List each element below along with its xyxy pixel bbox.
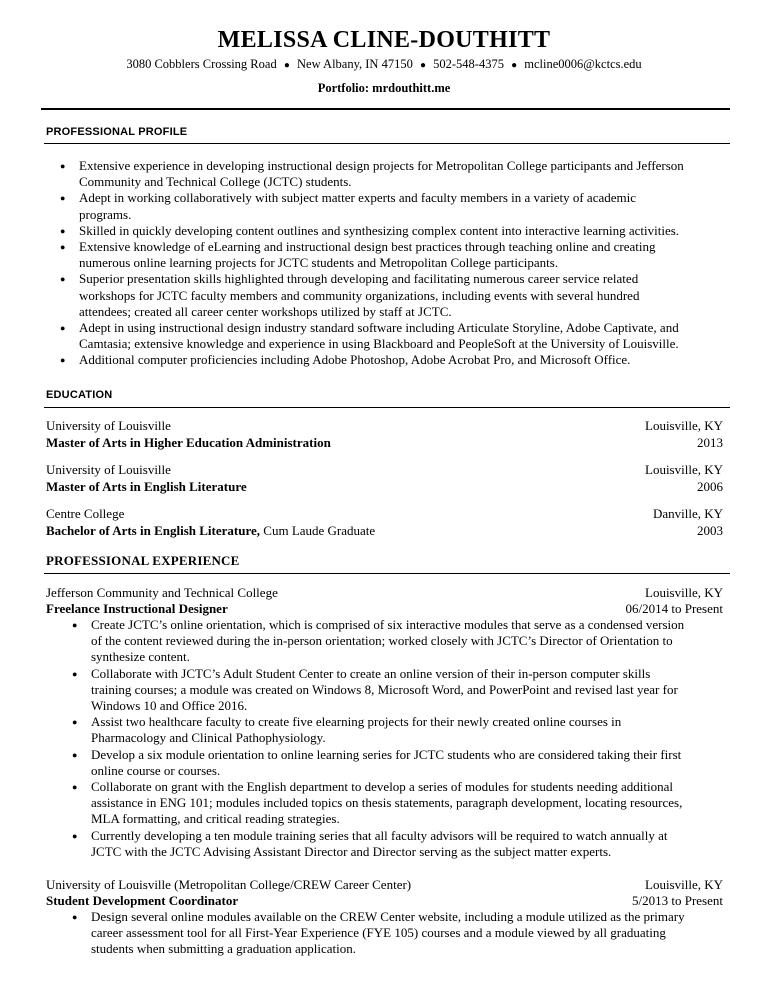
bullet-line: Assist two healthcare faculty to create five elearning projects for their newly created online courses in (91, 714, 622, 730)
job-title: Freelance Instructional Designer (46, 601, 228, 616)
school-location: Danville, KY (652, 506, 723, 521)
education-entry-1-line2 (46, 434, 723, 451)
job-location: Louisville, KY (645, 585, 723, 600)
bullet-line: workshops for JCTC faculty members and community organizations, including events with several hundred (79, 287, 640, 303)
job-2-line1 (46, 876, 723, 893)
bullet-line: Design several online modules available on the CREW Center website, including a module utilized as the primary (91, 909, 685, 924)
degree-year: 2013 (697, 435, 723, 450)
job-2-duties (72, 909, 729, 958)
bullet-item (72, 779, 729, 828)
city: New Albany, IN 47150 (297, 57, 413, 71)
school-location: Louisville, KY (645, 418, 723, 433)
bullet-line: Extensive knowledge of eLearning and instructional design best practices through teaching online and creating (79, 239, 656, 255)
bullet-dot-icon: ● (60, 161, 66, 171)
school-name: University of Louisville (46, 462, 171, 477)
bullet-line: Skilled in quickly developing content outlines and synthesizing complex content into interactive learning activities. (79, 222, 680, 238)
degree-title: Master of Arts in Higher Education Administration (46, 435, 331, 450)
education-entry-2-line1 (46, 461, 723, 478)
bullet-line: Extensive experience in developing instructional design projects for Metropolitan College participants and Jefferson (79, 158, 684, 173)
bullet-dot-icon: ● (72, 912, 78, 922)
job-dates: 5/2013 to Present (632, 893, 723, 908)
header-divider (41, 108, 730, 110)
bullet-dot-icon: ● (72, 830, 78, 841)
job-location: Louisville, KY (645, 877, 723, 892)
job-1-line1 (46, 584, 723, 601)
education-entry-3-line1 (46, 505, 723, 522)
bullet-item (60, 158, 729, 190)
bullet-line: numerous online learning projects for JCTC students and Metropolitan College participants. (79, 255, 559, 271)
separator-dot: ● (283, 60, 290, 71)
bullet-item (72, 827, 729, 860)
degree-title: Bachelor of Arts in English Literature, (46, 523, 261, 538)
bullet-line: Community and Technical College (JCTC) students. (79, 174, 352, 190)
bullet-line: Camtasia; extensive knowledge and experience in using Blackboard and PeopleSoft at the University of Louisville. (79, 336, 679, 352)
bullet-line: JCTC with the JCTC Advising Assistant Director and Director serving as the subject matter experts. (91, 843, 612, 859)
address: 3080 Cobblers Crossing Road (126, 57, 277, 71)
experience-divider (44, 573, 730, 574)
profile-list (60, 158, 729, 369)
bullet-dot-icon: ● (60, 242, 66, 253)
bullet-item (72, 909, 729, 958)
education-heading: EDUCATION (46, 389, 113, 401)
bullet-line: programs. (79, 206, 132, 222)
email[interactable]: mcline0006@kctcs.edu (524, 57, 642, 71)
degree-year: 2003 (697, 523, 723, 538)
job-1-duties (72, 617, 729, 860)
bullet-item (60, 271, 729, 320)
bullet-dot-icon: ● (72, 782, 78, 793)
bullet-line: Additional computer proficiencies including Adobe Photoshop, Adobe Acrobat Pro, and Microsoft Office. (79, 352, 631, 368)
school-name: University of Louisville (46, 418, 171, 433)
bullet-item (72, 617, 729, 666)
bullet-line: Adept in working collaboratively with subject matter experts and faculty members in a variety of academic (79, 190, 637, 206)
degree (46, 434, 331, 451)
education-divider (44, 407, 730, 408)
profile-divider (44, 143, 730, 144)
bullet-dot-icon: ● (72, 668, 78, 679)
bullet-dot-icon: ● (60, 274, 66, 285)
bullet-item (60, 222, 729, 239)
degree-title: Master of Arts in English Literature (46, 479, 247, 494)
bullet-line: students when submitting a graduation application. (91, 941, 357, 957)
job-title: Student Development Coordinator (46, 893, 239, 908)
job-2-line2 (46, 892, 723, 909)
bullet-line: Currently developing a ten module training series that all faculty advisors will be required to watch annually at (91, 827, 668, 843)
job-dates: 06/2014 to Present (625, 601, 723, 616)
bullet-dot-icon: ● (60, 225, 66, 236)
bullet-line: Develop a six module orientation to online learning series for JCTC students who are considered taking their first (91, 746, 682, 762)
education-entry-2-line2 (46, 478, 723, 495)
bullet-dot-icon: ● (60, 323, 66, 334)
bullet-line: Superior presentation skills highlighted through developing and facilitating numerous career service related (79, 271, 639, 287)
bullet-dot-icon: ● (60, 193, 66, 204)
bullet-line: Windows 10 and Office 2016. (91, 698, 248, 714)
bullet-line: training courses; a module was created on Windows 8, Microsoft Word, and PowerPoint and revised last year for (91, 681, 678, 697)
bullet-item (60, 352, 729, 368)
bullet-dot-icon: ● (72, 717, 78, 728)
bullet-line: assistance in ENG 101; modules included topics on thesis statements, paragraph development, locating resources, (91, 795, 683, 811)
bullet-line: Adept in using instructional design industry standard software including Articulate Storyline, Adobe Captivate, and (79, 320, 679, 336)
degree-year: 2006 (697, 479, 723, 494)
bullet-item (60, 239, 729, 271)
bullet-line: career assessment tool for all First-Year Experience (FYE 105) courses and a module viewed by all graduating (91, 925, 666, 941)
school-name: Centre College (46, 506, 125, 521)
bullet-line: attendees; created all career center workshops utilized by staff at JCTC. (79, 303, 452, 319)
bullet-item (72, 665, 729, 715)
job-1-line2 (46, 600, 723, 617)
bullet-line: Pharmacology and Clinical Pathophysiology. (91, 730, 326, 746)
bullet-item (72, 746, 729, 779)
bullet-dot-icon: ● (72, 749, 78, 760)
employer: Jefferson Community and Technical College (46, 585, 278, 600)
contact-line (0, 56, 768, 74)
phone: 502-548-4375 (433, 57, 504, 71)
experience-heading: PROFESSIONAL EXPERIENCE (46, 553, 240, 568)
bullet-line: synthesize content. (91, 649, 190, 665)
portfolio-link[interactable]: Portfolio: mrdouthitt.me (317, 81, 451, 95)
school-location: Louisville, KY (645, 462, 723, 477)
degree (46, 478, 247, 495)
education-entry-1-line1 (46, 417, 723, 434)
bullet-line: Collaborate on grant with the English department to develop a series of modules for students needing additional (91, 779, 673, 795)
bullet-line: MLA formatting, and critical reading strategies. (91, 811, 340, 827)
bullet-line: online course or courses. (91, 762, 221, 778)
bullet-line: of the content reviewed during the in-person orientation; worked closely with JCTC’s Director of Orientation to (91, 633, 673, 649)
degree-note: Cum Laude Graduate (260, 523, 376, 538)
bullet-item (60, 320, 729, 352)
candidate-name: MELISSA CLINE-DOUTHITT (217, 27, 551, 53)
degree (46, 522, 375, 539)
bullet-item (60, 190, 729, 222)
bullet-dot-icon: ● (72, 620, 78, 630)
bullet-line: Collaborate with JCTC’s Adult Student Center to create an online version of their in-person computer skills (91, 665, 651, 681)
employer: University of Louisville (Metropolitan College/CREW Career Center) (46, 877, 412, 892)
separator-dot: ● (419, 60, 427, 71)
education-entry-3-line2 (46, 522, 723, 539)
bullet-dot-icon: ● (60, 355, 66, 366)
bullet-item (72, 714, 729, 746)
bullet-line: Create JCTC’s online orientation, which is comprised of six interactive modules that serve as a condensed version (91, 617, 685, 632)
profile-heading: PROFESSIONAL PROFILE (46, 126, 188, 138)
separator-dot: ● (511, 60, 518, 71)
